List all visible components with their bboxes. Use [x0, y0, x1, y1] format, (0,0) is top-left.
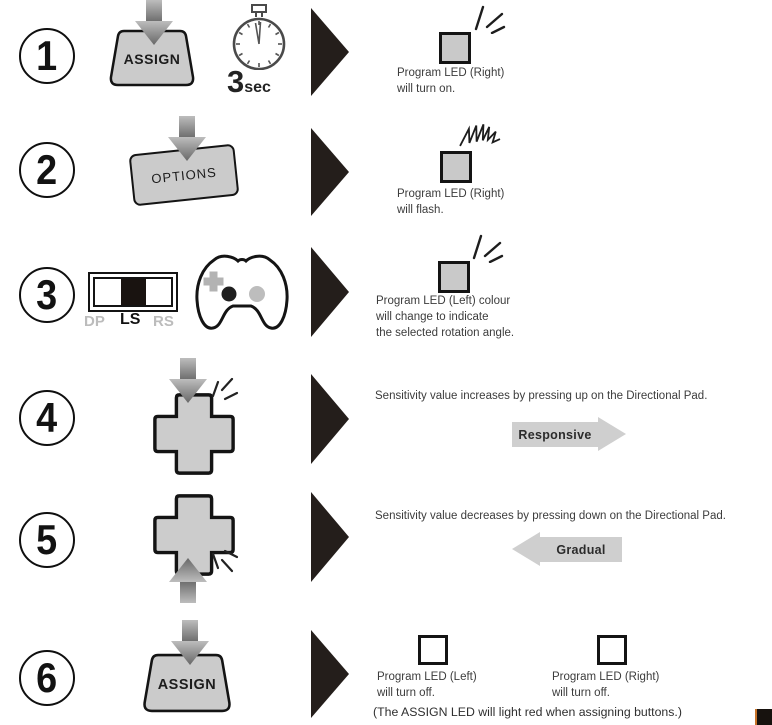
step-3-badge [19, 267, 75, 323]
program-led-right-lit [439, 32, 471, 64]
gradual-arrow [512, 532, 628, 566]
gradual-arrow-label: Gradual [540, 537, 622, 562]
arrow-head-right-icon [598, 417, 626, 451]
step-1-badge [19, 28, 75, 84]
responsive-arrow [512, 417, 628, 451]
press-down-arrow-icon [169, 620, 211, 666]
step-number: 1 [36, 32, 58, 79]
arrow-head-left-icon [512, 532, 540, 566]
step-number: 2 [36, 146, 58, 193]
flow-arrow-icon [311, 630, 349, 718]
options-button-label: OPTIONS [150, 164, 218, 186]
assign-button-label: ASSIGN [157, 677, 217, 694]
press-up-arrow-icon [167, 557, 209, 603]
slider-knob [121, 279, 146, 305]
step-number: 3 [36, 271, 58, 318]
step-2-badge [19, 142, 75, 198]
led-rays-icon [467, 4, 507, 34]
step-3-result-text: Program LED (Left) colour will change to indicate the selected rotation angle. [376, 295, 515, 339]
step-4-badge [19, 390, 75, 446]
program-led-left-off [418, 635, 448, 665]
assign-led-note: (The ASSIGN LED will light red when assigning buttons.) [373, 705, 682, 719]
stopwatch-icon [227, 4, 291, 70]
step-number: 5 [36, 516, 58, 563]
flow-arrow-icon [311, 247, 349, 337]
gamepad-icon [186, 250, 292, 342]
flow-arrow-icon [311, 128, 349, 216]
step-1-result-text: Program LED (Right) will turn on. [397, 67, 505, 95]
responsive-arrow-label: Responsive [512, 422, 598, 447]
press-flash-icon [210, 548, 240, 576]
slider-track [93, 277, 173, 307]
switch-label-rs: RS [153, 313, 174, 330]
program-led-right-off [597, 635, 627, 665]
press-down-arrow-icon [167, 358, 209, 404]
step-5-badge [19, 512, 75, 568]
step-number: 6 [36, 654, 58, 701]
press-down-arrow-icon [133, 0, 175, 46]
led-flash-icon [456, 119, 503, 157]
step-number: 4 [36, 394, 58, 441]
led-rays-icon [465, 233, 505, 263]
duration-unit: sec [244, 79, 271, 96]
step-2-result-text: Program LED (Right) will flash. [397, 188, 505, 216]
press-down-arrow-icon [166, 116, 208, 162]
flow-arrow-icon [311, 8, 349, 96]
page-number-partial [755, 709, 772, 725]
switch-label-dp: DP [84, 313, 105, 330]
step-5-result-text: Sensitivity value decreases by pressing down on the Directional Pad. [375, 510, 726, 522]
duration-label [227, 66, 271, 97]
mode-slider-switch [88, 272, 178, 312]
duration-value: 3 [227, 64, 245, 99]
step-4-result-text: Sensitivity value increases by pressing up on the Directional Pad. [375, 390, 708, 402]
flow-arrow-icon [311, 374, 349, 464]
program-led-right-lit [440, 151, 472, 183]
step-6-result-right-text: Program LED (Right) will turn off. [552, 671, 660, 699]
gamepad-right-stick-icon [249, 286, 265, 302]
assign-button-label: ASSIGN [123, 51, 181, 67]
press-flash-icon [210, 374, 240, 402]
switch-label-ls: LS [120, 311, 141, 328]
gamepad-left-stick-icon [222, 287, 237, 302]
step-6-badge [19, 650, 75, 706]
step-6-result-left-text: Program LED (Left) will turn off. [377, 671, 477, 699]
program-led-left-lit [438, 261, 470, 293]
flow-arrow-icon [311, 492, 349, 582]
